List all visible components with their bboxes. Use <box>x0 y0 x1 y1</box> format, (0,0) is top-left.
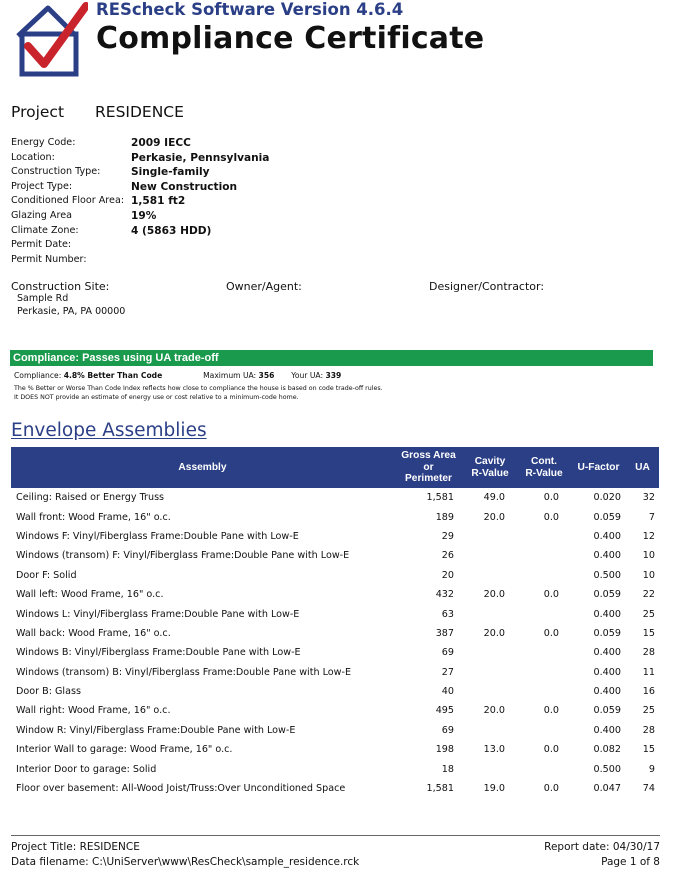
u-factor-cell: 0.059 <box>593 589 621 601</box>
project-name: RESIDENCE <box>95 103 184 121</box>
u-factor-cell: 0.400 <box>593 666 621 678</box>
your-ua-label: Your UA: <box>291 371 324 380</box>
info-label: Permit Number: <box>11 253 87 265</box>
table-row <box>11 604 659 623</box>
assembly-cell: Wall right: Wood Frame, 16" o.c. <box>16 705 171 717</box>
footer-report-date: Report date: 04/30/17 <box>544 841 660 853</box>
cavity-r-cell: 19.0 <box>483 783 505 795</box>
col-gross-area-line-2: or <box>423 461 434 473</box>
assembly-cell: Windows (transom) F: Vinyl/Fiberglass Frame:Double Pane with Low-E <box>16 550 350 562</box>
assembly-cell: Interior Wall to garage: Wood Frame, 16" o.c. <box>16 744 233 756</box>
u-factor-cell: 0.400 <box>593 647 621 659</box>
cont-r-cell: 0.0 <box>543 744 559 756</box>
footer-data-filename: Data filename: C:\UniServer\www\ResCheck\sample_residence.rck <box>11 855 360 868</box>
u-factor-cell: 0.059 <box>593 705 621 717</box>
gross-area-cell: 387 <box>435 627 454 639</box>
cavity-r-cell <box>463 721 517 740</box>
cont-r-cell <box>517 759 571 778</box>
col-cavity-r <box>463 447 517 488</box>
cont-r-cell <box>517 682 571 701</box>
footer-project-title: Project Title: RESIDENCE <box>11 841 140 853</box>
info-value: 2009 IECC <box>131 137 191 149</box>
cavity-r-cell <box>463 643 517 662</box>
ua-cell: 25 <box>642 705 655 717</box>
footer-page-number: Page 1 of 8 <box>601 855 660 868</box>
compliance-note-line-1: The % Better or Worse Than Code Index reflects how close to compliance the house is based on code trade-off rules. <box>14 385 383 392</box>
cont-r-cell: 0.0 <box>543 705 559 717</box>
col-cont-line-2: R-Value <box>525 467 563 479</box>
compliance-note-line-2: It DOES NOT provide an estimate of energy use or cost relative to a minimum-code home. <box>14 393 299 401</box>
info-row <box>11 224 269 239</box>
gross-area-cell: 1,581 <box>426 492 454 504</box>
cont-r-cell <box>517 721 571 740</box>
compliance-value: 4.8% Better Than Code <box>63 371 163 380</box>
info-label: Energy Code: <box>11 137 76 148</box>
col-u-factor: U-Factor <box>571 447 626 488</box>
assembly-cell: Door F: Solid <box>16 569 77 581</box>
info-row <box>11 165 269 180</box>
info-label: Permit Date: <box>11 239 72 251</box>
compliance-label: Compliance: <box>14 371 62 380</box>
construction-site-label: Construction Site: <box>11 280 110 293</box>
cont-r-cell: 0.0 <box>543 589 559 601</box>
info-label: Conditioned Floor Area: <box>11 195 125 207</box>
gross-area-cell: 29 <box>441 530 454 542</box>
cavity-r-cell: 20.0 <box>483 589 505 601</box>
cavity-r-cell <box>463 546 517 565</box>
assembly-cell: Window R: Vinyl/Fiberglass Frame:Double Pane with Low-E <box>16 724 296 736</box>
assembly-cell: Windows L: Vinyl/Fiberglass Frame:Double Pane with Low-E <box>16 608 300 620</box>
owner-agent-label: Owner/Agent: <box>226 280 302 293</box>
project-info <box>11 136 269 267</box>
col-cont-line-1: Cont. <box>530 456 558 467</box>
info-row <box>11 194 269 209</box>
compliance-banner: Compliance: Passes using UA trade-off <box>10 350 653 366</box>
ua-cell: 10 <box>642 550 655 562</box>
assembly-cell: Interior Door to garage: Solid <box>16 763 157 775</box>
cavity-r-cell <box>463 759 517 778</box>
ua-cell: 25 <box>642 608 655 620</box>
ua-cell: 28 <box>642 647 655 659</box>
info-value: Perkasie, Pennsylvania <box>131 151 270 164</box>
u-factor-cell: 0.400 <box>593 608 621 620</box>
rescheck-logo-icon <box>14 2 88 78</box>
info-row <box>11 180 269 195</box>
table-row <box>11 779 659 798</box>
gross-area-cell: 432 <box>435 589 454 601</box>
table-row <box>11 566 659 585</box>
ua-cell: 16 <box>642 686 655 698</box>
ua-cell: 22 <box>642 589 655 601</box>
col-cavity-line-2: R-Value <box>471 467 509 479</box>
table-row <box>11 624 659 643</box>
gross-area-cell: 27 <box>441 666 454 678</box>
table-header-row <box>11 447 659 488</box>
assembly-cell: Wall left: Wood Frame, 16" o.c. <box>16 589 164 601</box>
cavity-r-cell <box>463 566 517 585</box>
u-factor-cell: 0.047 <box>593 783 621 795</box>
document-title: Compliance Certificate <box>96 21 485 56</box>
cavity-r-cell: 20.0 <box>483 627 505 639</box>
col-gross-area <box>394 447 463 488</box>
assembly-cell: Windows B: Vinyl/Fiberglass Frame:Double Pane with Low-E <box>16 647 301 659</box>
cavity-r-cell <box>463 663 517 682</box>
cont-r-cell: 0.0 <box>543 492 559 504</box>
cavity-r-cell <box>463 527 517 546</box>
info-row <box>11 136 269 151</box>
your-ua-value: 339 <box>325 371 342 380</box>
cont-r-cell <box>517 604 571 623</box>
col-gross-area-line-3: Perimeter <box>404 473 452 485</box>
info-label: Location: <box>11 151 55 163</box>
cavity-r-cell: 20.0 <box>483 705 505 717</box>
ua-cell: 7 <box>648 511 655 523</box>
max-ua-label: Maximum UA: <box>203 371 257 380</box>
info-row <box>11 209 269 224</box>
ua-cell: 74 <box>642 783 655 795</box>
u-factor-cell: 0.020 <box>593 492 621 504</box>
cont-r-cell <box>517 527 571 546</box>
col-cont-r <box>517 447 571 488</box>
project-label: Project <box>11 103 65 121</box>
envelope-table <box>11 447 659 798</box>
info-value: 1,581 ft2 <box>131 195 186 208</box>
ua-cell: 10 <box>642 569 655 581</box>
compliance-summary <box>14 371 341 380</box>
ua-cell: 11 <box>642 666 655 678</box>
gross-area-cell: 69 <box>441 724 454 736</box>
gross-area-cell: 69 <box>441 647 454 659</box>
table-row <box>11 740 659 759</box>
table-row <box>11 527 659 546</box>
assembly-cell: Door B: Glass <box>16 686 81 698</box>
ua-cell: 15 <box>642 627 655 639</box>
cavity-r-cell <box>463 604 517 623</box>
table-row <box>11 759 659 778</box>
table-row <box>11 488 659 507</box>
info-row <box>11 238 269 253</box>
cavity-r-cell: 49.0 <box>483 492 505 504</box>
site-address <box>17 293 125 318</box>
col-assembly: Assembly <box>11 447 394 488</box>
footer-left <box>11 840 359 869</box>
cont-r-cell: 0.0 <box>543 627 559 639</box>
u-factor-cell: 0.059 <box>593 627 621 639</box>
col-gross-area-line-1: Gross Area <box>401 450 456 462</box>
u-factor-cell: 0.500 <box>593 763 621 775</box>
footer-right <box>544 840 660 869</box>
info-label: Climate Zone: <box>11 224 79 236</box>
u-factor-cell: 0.400 <box>593 686 621 698</box>
ua-cell: 32 <box>642 492 655 504</box>
u-factor-cell: 0.400 <box>593 550 621 562</box>
ua-cell: 28 <box>642 724 655 736</box>
software-title: REScheck Software Version 4.6.4 <box>96 0 404 19</box>
cont-r-cell <box>517 566 571 585</box>
u-factor-cell: 0.400 <box>593 530 621 542</box>
cavity-r-cell <box>463 682 517 701</box>
gross-area-cell: 18 <box>441 763 454 775</box>
footer-divider <box>11 835 660 836</box>
gross-area-cell: 1,581 <box>426 783 454 795</box>
info-value: New Construction <box>131 180 238 193</box>
envelope-assemblies-heading: Envelope Assemblies <box>11 420 207 441</box>
table-row <box>11 721 659 740</box>
assembly-cell: Wall back: Wood Frame, 16" o.c. <box>16 627 171 639</box>
designer-contractor-label: Designer/Contractor: <box>429 280 545 293</box>
cavity-r-cell: 13.0 <box>483 744 505 756</box>
u-factor-cell: 0.500 <box>593 569 621 581</box>
gross-area-cell: 63 <box>441 608 454 620</box>
u-factor-cell: 0.400 <box>593 724 621 736</box>
table-row <box>11 701 659 720</box>
gross-area-cell: 40 <box>441 686 454 698</box>
compliance-note <box>14 385 383 402</box>
gross-area-cell: 189 <box>435 511 454 523</box>
cont-r-cell: 0.0 <box>543 511 559 523</box>
site-address-line-1: Sample Rd <box>17 293 69 304</box>
envelope-table-body <box>11 488 659 798</box>
table-row <box>11 585 659 604</box>
ua-cell: 15 <box>642 744 655 756</box>
info-row <box>11 151 269 166</box>
info-value: 19% <box>131 209 157 222</box>
info-label: Glazing Area <box>11 209 72 221</box>
cont-r-cell <box>517 643 571 662</box>
u-factor-cell: 0.082 <box>593 744 621 756</box>
table-row <box>11 643 659 662</box>
gross-area-cell: 26 <box>441 550 454 562</box>
table-row <box>11 546 659 565</box>
assembly-cell: Wall front: Wood Frame, 16" o.c. <box>16 511 171 523</box>
info-value: Single-family <box>131 166 210 179</box>
assembly-cell: Windows (transom) B: Vinyl/Fiberglass Frame:Double Pane with Low-E <box>16 666 352 678</box>
assembly-cell: Ceiling: Raised or Energy Truss <box>16 492 165 504</box>
gross-area-cell: 198 <box>435 744 454 756</box>
gross-area-cell: 20 <box>441 569 454 581</box>
info-label: Construction Type: <box>11 166 101 178</box>
table-row <box>11 663 659 682</box>
col-cavity-line-1: Cavity <box>474 456 506 467</box>
ua-cell: 9 <box>648 763 655 775</box>
col-ua: UA <box>626 447 659 488</box>
table-row <box>11 682 659 701</box>
cont-r-cell: 0.0 <box>543 783 559 795</box>
info-row <box>11 253 269 268</box>
info-label: Project Type: <box>11 180 73 192</box>
table-row <box>11 507 659 526</box>
site-address-line-2: Perkasie, PA, PA 00000 <box>17 305 126 317</box>
ua-cell: 12 <box>642 530 655 542</box>
assembly-cell: Windows F: Vinyl/Fiberglass Frame:Double Pane with Low-E <box>16 530 299 542</box>
max-ua-value: 356 <box>258 371 275 380</box>
gross-area-cell: 495 <box>435 705 454 717</box>
cavity-r-cell: 20.0 <box>483 511 505 523</box>
info-value: 4 (5863 HDD) <box>131 224 212 237</box>
cont-r-cell <box>517 663 571 682</box>
cont-r-cell <box>517 546 571 565</box>
assembly-cell: Floor over basement: All-Wood Joist/Truss:Over Unconditioned Space <box>16 783 346 795</box>
u-factor-cell: 0.059 <box>593 511 621 523</box>
